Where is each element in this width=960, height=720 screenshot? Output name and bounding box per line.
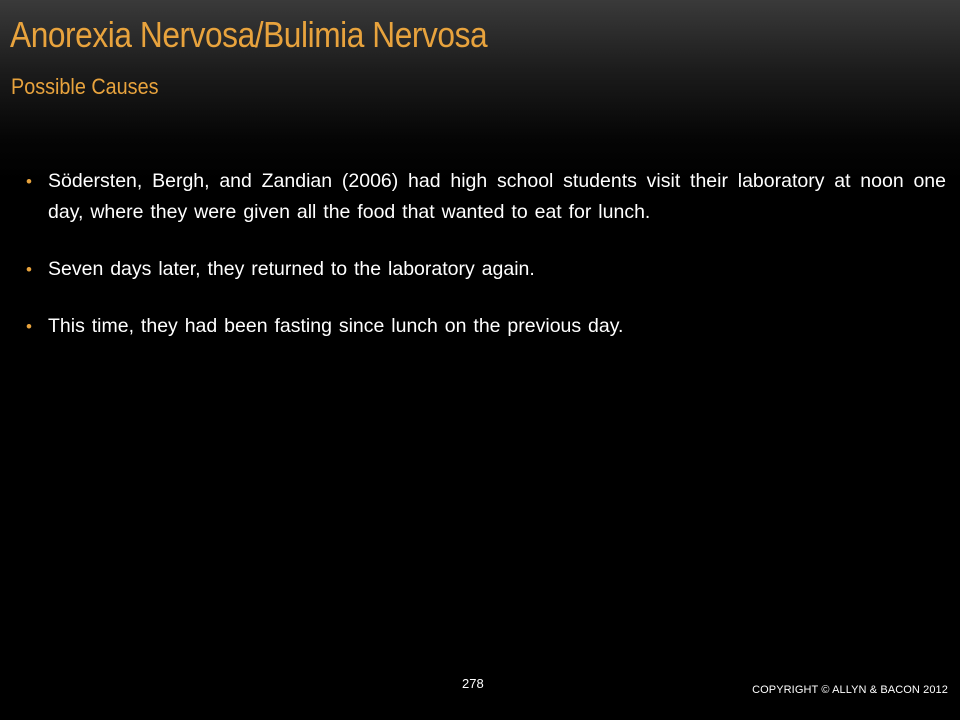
bullet-item (26, 254, 946, 285)
bullet-list (26, 166, 946, 368)
bullet-text: Södersten, Bergh, and Zandian (2006) had high school students visit their laboratory at noon one day, where they were given all the food that wanted to eat for lunch. (48, 170, 946, 223)
bullet-icon: • (26, 260, 32, 279)
bullet-item (26, 311, 946, 342)
bullet-item (26, 166, 946, 228)
slide-subtitle: Possible Causes (11, 74, 159, 99)
copyright-notice: COPYRIGHT © ALLYN & BACON 2012 (752, 684, 948, 696)
bullet-icon: • (26, 172, 32, 191)
bullet-text: Seven days later, they returned to the laboratory again. (48, 258, 535, 280)
bullet-text: This time, they had been fasting since lunch on the previous day. (48, 315, 624, 337)
bullet-icon: • (26, 317, 32, 336)
slide-title: Anorexia Nervosa/Bulimia Nervosa (10, 14, 488, 55)
page-number: 278 (462, 676, 484, 691)
